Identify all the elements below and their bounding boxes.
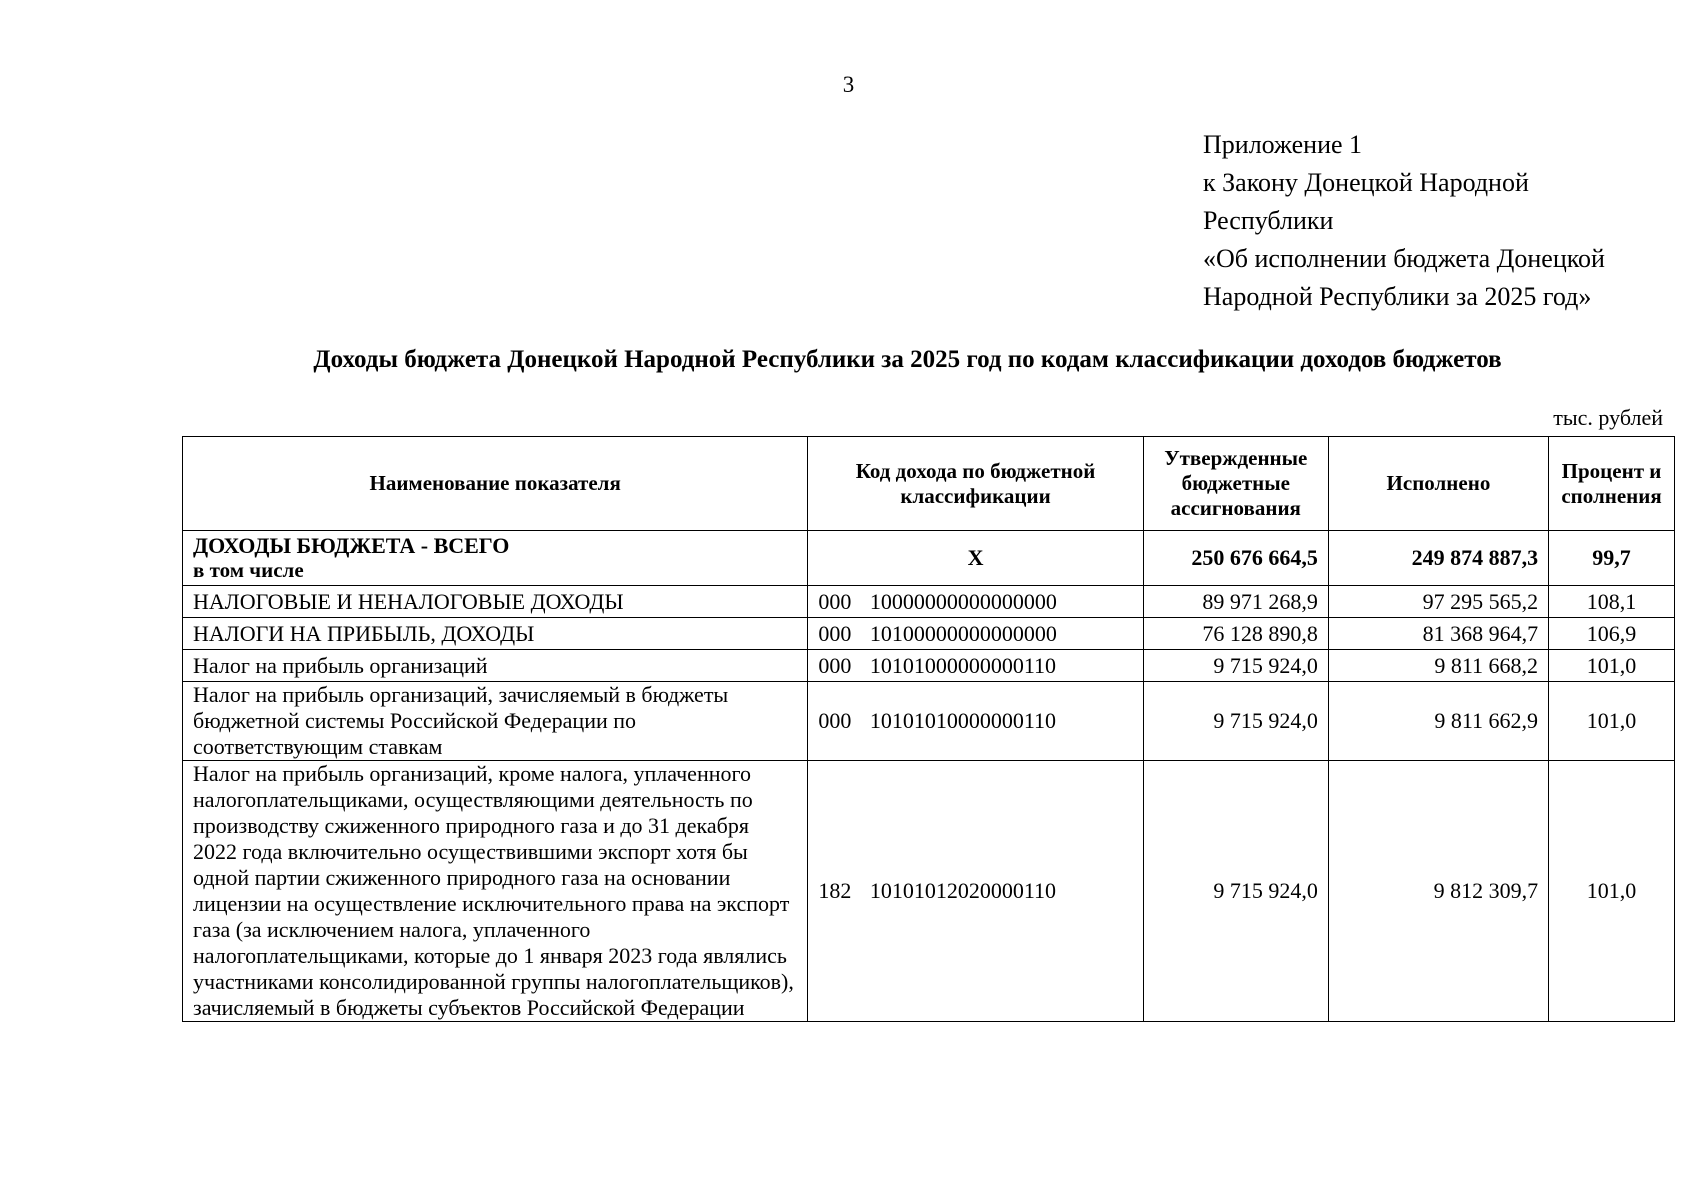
- total-code: Х: [808, 531, 1143, 586]
- total-executed: 249 874 887,3: [1328, 531, 1548, 586]
- row-executed: 81 368 964,7: [1328, 618, 1548, 650]
- total-sublabel: в том числе: [193, 558, 304, 582]
- row-approved: 9 715 924,0: [1143, 682, 1328, 761]
- row-income-code: 10101010000000110: [869, 708, 1056, 733]
- appendix-line: к Закону Донецкой Народной: [1203, 168, 1529, 197]
- row-admin-code: 000: [818, 708, 852, 733]
- row-executed: 97 295 565,2: [1328, 586, 1548, 618]
- appendix-line: Республики: [1203, 206, 1334, 235]
- table-row: [183, 618, 1675, 650]
- row-percent: 101,0: [1549, 682, 1675, 761]
- row-code-cell: [808, 650, 1143, 682]
- row-code-cell: [808, 761, 1143, 1022]
- row-name: НАЛОГИ НА ПРИБЫЛЬ, ДОХОДЫ: [183, 618, 808, 650]
- row-admin-code: 000: [818, 652, 852, 678]
- row-name: Налог на прибыль организаций, зачисляемый в бюджеты бюджетной системы Российской Федерации по соответствующим ставкам: [183, 682, 808, 761]
- document-title: Доходы бюджета Донецкой Народной Республики за 2025 год по кодам классификации доходов бюджетов: [313, 346, 1502, 373]
- row-admin-code: 000: [818, 620, 852, 646]
- total-name-cell: [183, 531, 808, 586]
- row-code-cell: [808, 682, 1143, 761]
- header-approved: Утвержденные бюджетные ассигнования: [1143, 437, 1328, 531]
- header-name: Наименование показателя: [183, 437, 808, 531]
- row-name: НАЛОГОВЫЕ И НЕНАЛОГОВЫЕ ДОХОДЫ: [183, 586, 808, 618]
- table-row: [183, 682, 1675, 761]
- appendix-note: [1203, 126, 1605, 316]
- row-name: Налог на прибыль организаций: [183, 650, 808, 682]
- table-row: [183, 650, 1675, 682]
- units-label: тыс. рублей: [1553, 405, 1663, 430]
- total-label: ДОХОДЫ БЮДЖЕТА - ВСЕГО: [193, 533, 510, 558]
- table-header-row: [183, 437, 1675, 531]
- header-code: Код дохода по бюджетной классификации: [808, 437, 1143, 531]
- row-percent: 108,1: [1549, 586, 1675, 618]
- appendix-line: Народной Республики за 2025 год»: [1203, 282, 1592, 311]
- row-percent: 106,9: [1549, 618, 1675, 650]
- row-approved: 9 715 924,0: [1143, 650, 1328, 682]
- row-approved: 9 715 924,0: [1143, 761, 1328, 1022]
- appendix-line: «Об исполнении бюджета Донецкой: [1203, 244, 1605, 273]
- row-code-cell: [808, 618, 1143, 650]
- row-admin-code: 182: [818, 878, 852, 903]
- row-code-cell: [808, 586, 1143, 618]
- row-executed: 9 811 668,2: [1328, 650, 1548, 682]
- row-income-code: 10100000000000000: [869, 620, 1057, 646]
- total-approved: 250 676 664,5: [1143, 531, 1328, 586]
- row-income-code: 10000000000000000: [869, 588, 1057, 614]
- row-income-code: 10101012020000110: [869, 878, 1056, 903]
- row-executed: 9 811 662,9: [1328, 682, 1548, 761]
- row-approved: 76 128 890,8: [1143, 618, 1328, 650]
- header-percent: Процент исполнения: [1549, 437, 1675, 531]
- total-percent: 99,7: [1549, 531, 1675, 586]
- row-income-code: 10101000000000110: [869, 652, 1056, 678]
- appendix-line: Приложение 1: [1203, 130, 1363, 159]
- table-row: [183, 761, 1675, 1022]
- row-executed: 9 812 309,7: [1328, 761, 1548, 1022]
- row-percent: 101,0: [1549, 650, 1675, 682]
- table-row-total: [183, 531, 1675, 586]
- row-name: Налог на прибыль организаций, кроме налога, уплаченного налогоплательщиками, осуществляющими деятельность по производству сжиженного природного газа и до 31 декабря 2022 года включительно осуществившими экспорт хотя бы одной партии сжиженного природного газа на основании лицензии на осуществление исключительного права на экспорт газа (за исключением налога, уплаченного налогоплательщиками, которые до 1 января 2023 года являлись участниками консолидированной группы налогоплательщиков), зачисляемый в бюджеты субъектов Российской Федерации: [183, 761, 808, 1022]
- income-table: [182, 436, 1675, 1022]
- row-approved: 89 971 268,9: [1143, 586, 1328, 618]
- page-number: 3: [842, 72, 855, 97]
- row-admin-code: 000: [818, 588, 852, 614]
- header-executed: Исполнено: [1328, 437, 1548, 531]
- row-percent: 101,0: [1549, 761, 1675, 1022]
- table-row: [183, 586, 1675, 618]
